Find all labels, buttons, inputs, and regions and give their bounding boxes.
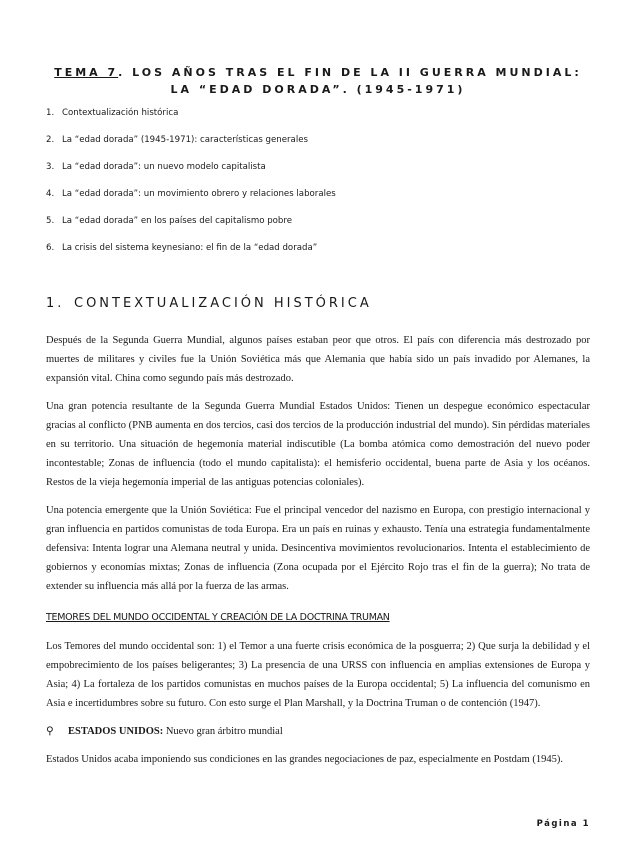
paragraph: Estados Unidos acaba imponiendo sus condiciones en las grandes negociaciones de paz, especialmente en Postdam (1945).	[46, 754, 563, 765]
toc-item	[46, 188, 590, 200]
toc-num: 5.	[46, 216, 55, 226]
toc-label: La “edad dorada”: un nuevo modelo capitalista	[62, 162, 266, 172]
document-title-line2: LA “EDAD DORADA”. (1945-1971)	[170, 83, 466, 96]
title-tema: TEMA 7	[54, 66, 119, 79]
toc-label: Contextualización histórica	[62, 108, 179, 118]
toc-num: 3.	[46, 162, 55, 172]
toc-label: La “edad dorada”: un movimiento obrero y relaciones laborales	[62, 189, 336, 199]
toc-item	[46, 134, 590, 146]
paragraph: Una potencia emergente que la Unión Soviética: Fue el principal vencedor del nazismo en Europa, con prestigio internacional y gran influencia en partidos comunistas de toda Europa. Era un país en ruinas y exhausto. Tenía una estrategia fundamentalmente defensiva: Intenta lograr una Alemana neutral y unida. Desincentiva movimientos revolucionarios. Intenta el establecimiento de gobiernos y economías mixtas; Zonas de influencia (Zona ocupada por el Ejército Rojo tras el fin de la guerra); No trata de extender su influencia más allá por la fuerza de las armas.	[46, 505, 590, 592]
page-number: Página 1	[536, 819, 590, 829]
bullet-item	[46, 722, 590, 741]
toc-label: La “edad dorada” en los países del capitalismo pobre	[62, 216, 292, 226]
bullet-text: Nuevo gran árbitro mundial	[163, 726, 283, 737]
toc-label: La “edad dorada” (1945-1971): características generales	[62, 135, 308, 145]
toc-num: 4.	[46, 189, 55, 199]
document-title-line1	[46, 64, 590, 81]
toc-item	[46, 215, 590, 227]
section-number: 1.	[46, 296, 65, 311]
toc-num: 2.	[46, 135, 55, 145]
toc-item	[46, 161, 590, 173]
toc-label: La crisis del sistema keynesiano: el fin de la “edad dorada”	[62, 243, 318, 253]
section-heading	[46, 295, 590, 313]
title-rest: . LOS AÑOS TRAS EL FIN DE LA II GUERRA MUNDIAL:	[118, 66, 582, 79]
paragraph: Los Temores del mundo occidental son: 1) el Temor a una fuerte crisis económica de la posguerra; 2) Que surja la debilidad y el empobrecimiento de los países beligerantes; 3) La presencia de una URSS con influencia en amplias extensiones de Europa y Asia; 4) La fortaleza de los partidos comunistas en muchos países de la Europa occidental; 5) La influencia del comunismo en Asia e incertidumbres sobre su futuro. Con esto surge el Plan Marshall, y la Doctrina Truman o de contención (1947).	[46, 641, 590, 709]
paragraph: Una gran potencia resultante de la Segunda Guerra Mundial Estados Unidos: Tienen un despegue económico espectacular gracias al conflicto (PNB aumenta en dos tercios, casi dos tercios de la producción industrial del mundo). Sin pérdidas materiales en su territorio. Una situación de hegemonía material indiscutible (La bomba atómica como demostración del nuevo poder incontestable; Zonas de influencia (todo el mundo capitalista): el hemisferio occidental, buena parte de Asia y los océanos. Restos de la vieja hegemonía imperial de las antiguas potencias coloniales).	[46, 401, 590, 488]
bullet-bold: ESTADOS UNIDOS:	[68, 726, 164, 737]
subheading: TEMORES DEL MUNDO OCCIDENTAL Y CREACIÓN DE LA DOCTRINA TRUMAN	[46, 612, 390, 623]
toc-num: 1.	[46, 108, 55, 118]
toc-num: 6.	[46, 243, 55, 253]
toc-item	[46, 107, 590, 119]
pin-icon: ⚲	[46, 726, 54, 737]
section-title: CONTEXTUALIZACIÓN HISTÓRICA	[74, 296, 372, 311]
toc-item	[46, 242, 590, 254]
paragraph: Después de la Segunda Guerra Mundial, algunos países estaban peor que otros. El país con diferencia más destrozado por muertes de militares y civiles fue la Unión Soviética más que Alemania que había sido un país invadido por Alemanes, la expansión vital. China como segundo país más destrozado.	[46, 335, 590, 384]
table-of-contents	[46, 107, 590, 269]
